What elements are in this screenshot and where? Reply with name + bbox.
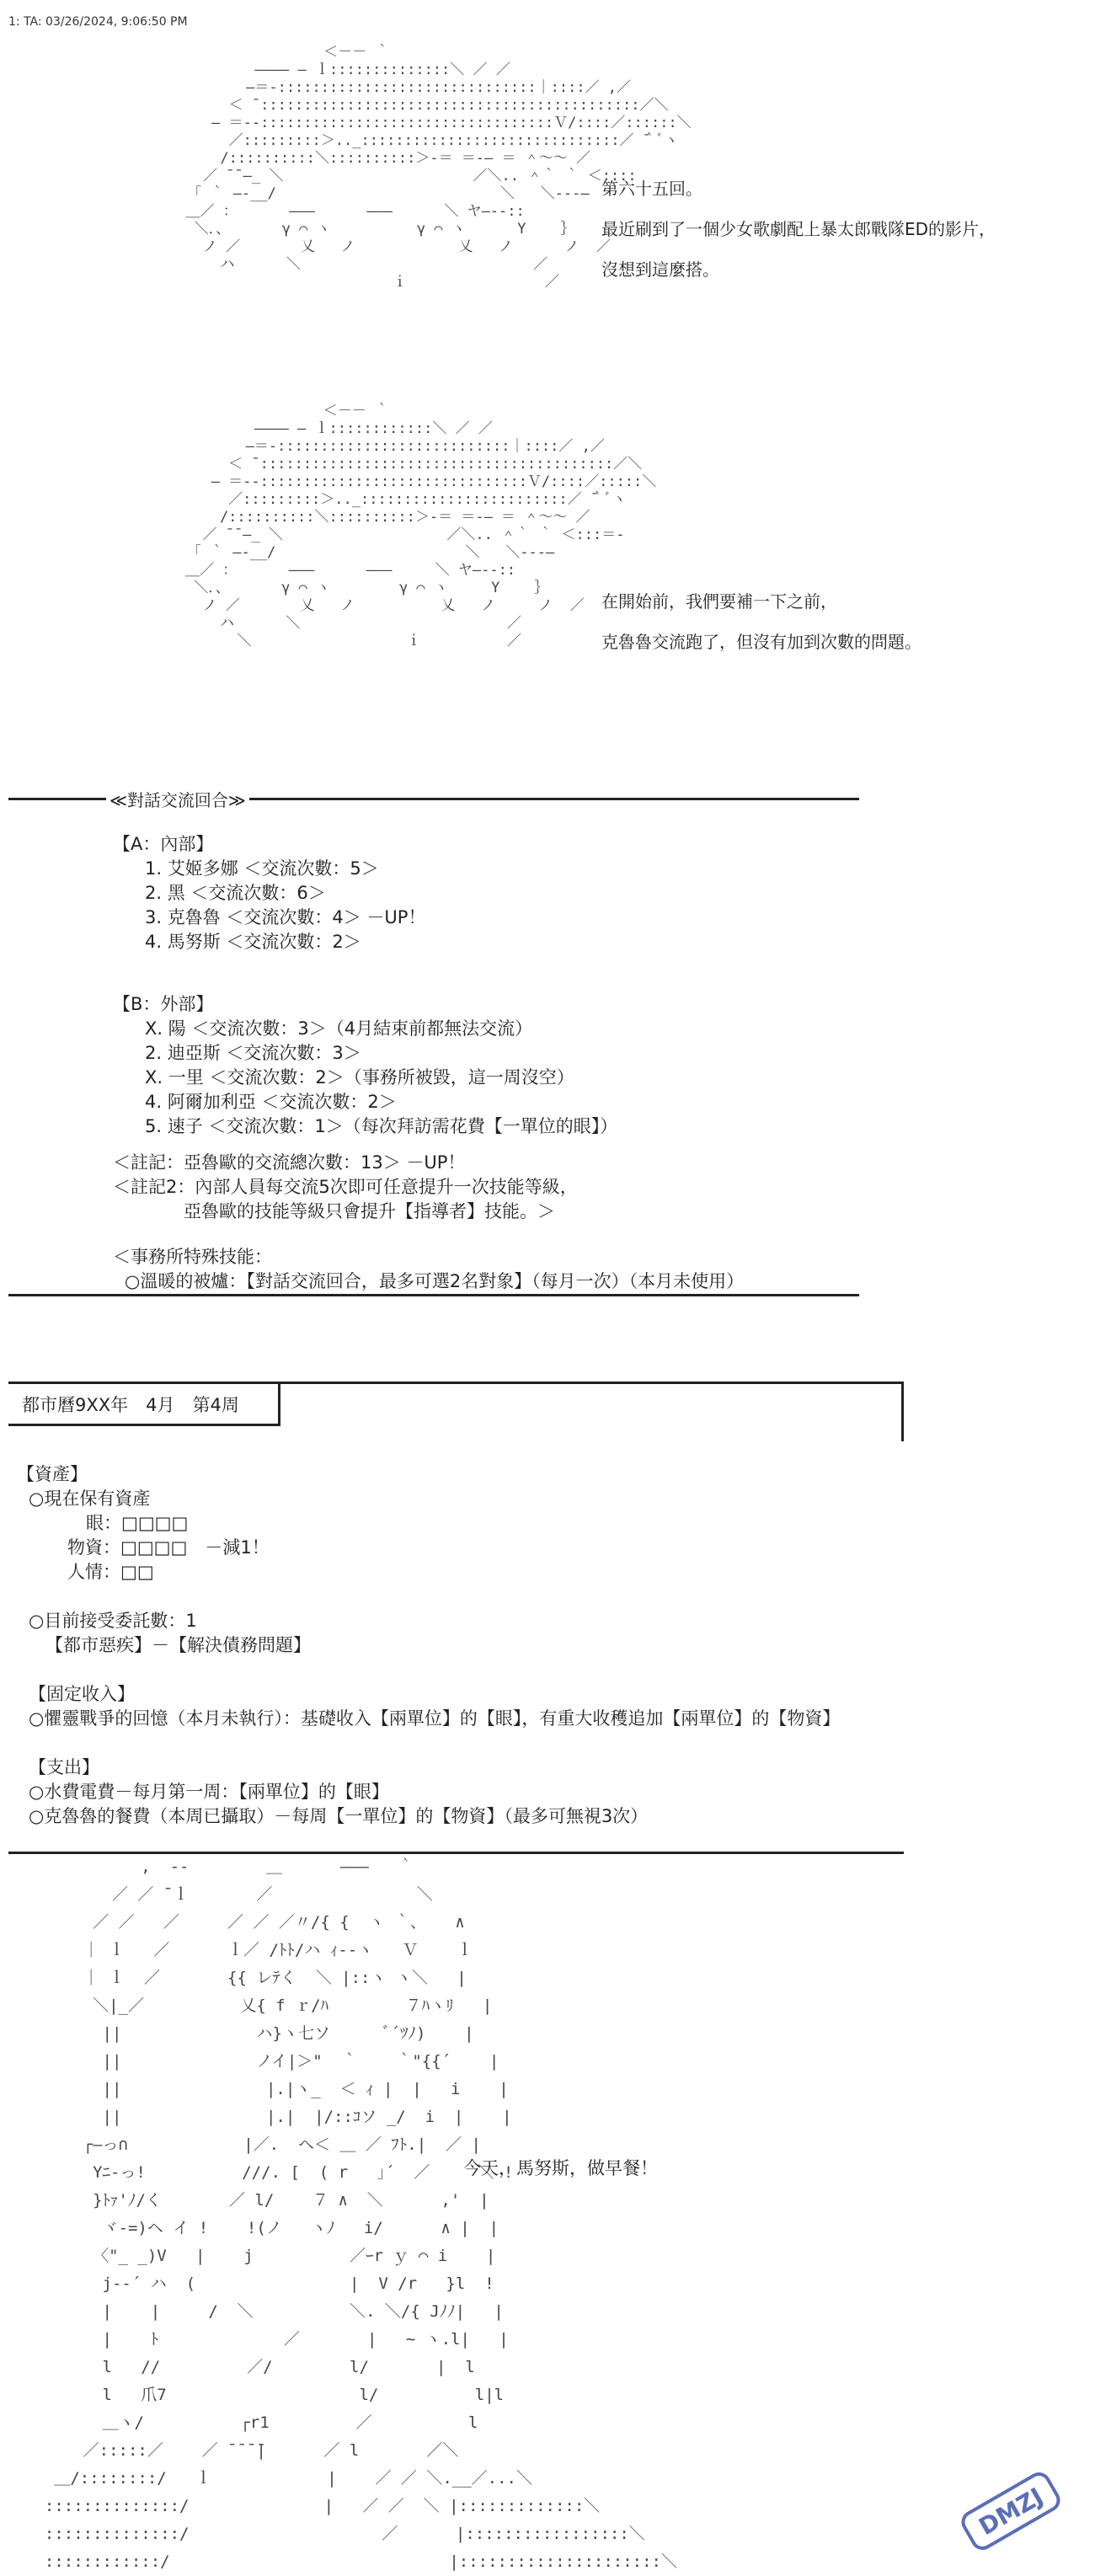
commission-item: 【都市惡疾】－【解決債務問題】 (45, 1635, 311, 1655)
note-line: 亞魯歐的技能等級只會提升【指導者】技能。＞ (113, 1201, 555, 1221)
skill-item: ○溫暖的被爐：【對話交流回合，最多可選2名對象】（每月一次）（本月未使用） (125, 1271, 745, 1291)
site-watermark-logo (956, 2466, 1066, 2555)
ascii-art-character-face-1: ＜－－ ｀ ―――― ― ｌ::::::::::::::＼ ／ ／ ―＝-::::::::::::::::::::::::::::::｜::::／ ,／ ＜ ̄ ::::::::::::::::::::::::::::::::::::::::::::／＼ ― ＝-‐::::::::::::::::::::::::::::::::::Ｖ/::::／::::::＼ ／:::::::::＞.._::::::::::::::::::::::::::::::／ ̄｀ﾞヽ /::::::::::＼::::::::::＞-＝ ＝‐― ＝ ＾～～ ／ ／ ̄ ̄ ―_ ＼ ／＼.. ＾｀ ｀ ＜:::: ｢ ｀ ―‐__/ ＼ ＼--‐― ＿／ ： ――― ――― ＼ ヤ―‐‐:: ＼．、 γ ⌒ ヽ γ ⌒ ヽ Y ｝ ノ ／ 乂 ノ 乂 ノ ノ ／ ハ ＼ ／ ｉ ／ (185, 44, 692, 291)
section-heading: 【B：外部】 (113, 994, 214, 1014)
list-item: 2. 黑 ＜交流次數：6＞ (145, 883, 326, 903)
list-item: X. 一里 ＜交流次數：2＞（事務所被毀，這一周沒空） (145, 1067, 574, 1088)
list-item: 5. 速子 ＜交流次數：1＞（每次拜訪需花費【一單位的眼】） (145, 1116, 618, 1136)
ascii-art-character-cooking: , -- ＿ ――― ｀ ／ ／ ̄ ｌ ／ ＼ ／ ／ ／ ／ ／ ／〃/{ { ヽ ｀、 ∧ ｜ ｌ ／ ｌ／ /ﾄﾄ/ハ ｨ--ヽ Ｖ ｌ ｜ ｌ ／ {{ レﾃく ＼ |::ヽ ヽ＼ | ＼|_／ 乂{ f ｒ/ﾊ ７ﾊヽﾘ | || ハ}ヽ七ソ ﾞ´ﾂﾉ) | || ノイ|＞" ｀ ｀"{{´ | || |.|ヽ_ ＜ ｨ | | i | || |.| |/::ｺソ _/ i | | ┌―っ∩ |／. ヘ＜ ＿ ／ ﾌﾄ.| ／ | Yﾆ-っ! ///. [ ( r ｣´ ／ ＼ ! }ﾄｧ'ﾉ/く ／ l/ ７ ∧ ＼ ,' | ヾ-=)ヘ イ ! !(ノ ヽﾉ i/ ∧ | | 〈"_ _)V | j ／ｰr ｙ ⌒ i | j--´ ハ ( | V /r }l ! | | / ＼ ＼. ＼/{ Jﾉﾉ| | | ﾄ ／ | ~ ヽ.l| | l // ／/ l/ | l l 爪7 l/ l|l ＿ヽ/ ┌r1 ／ l ／:::::／ ／ ̄ ̄ ̄ ̄| ／ l ／＼ ＿/::::::::/ ｌ | ／ ／ ＼.__／...＼ ::::::::::::::/ | ／ ／ ＼ |:::::::::::::＼ ::::::::::::::/ ／ |:::::::::::::::::＼ ::::::::::::/ |:::::::::::::::::::::＼ (44, 1857, 677, 2571)
asset-favor: 人情：□□ (67, 1562, 154, 1582)
narration-block-1 (601, 168, 996, 290)
list-item: 2. 迪亞斯 ＜交流次數：3＞ (145, 1043, 361, 1063)
special-skill-block (113, 1245, 744, 1294)
expense-item: ○克魯魯的餐費（本周已攝取）－每周【一單位】的【物資】（最多可無視3次） (29, 1806, 649, 1826)
fixed-income-heading: 【固定收入】 (29, 1684, 135, 1704)
section-internal (113, 832, 425, 954)
narration-block-2 (601, 581, 921, 662)
assets-heading: 【資產】 (17, 1464, 88, 1484)
section-heading: 【A：內部】 (113, 834, 214, 854)
notes-block (113, 1151, 578, 1224)
commission-count: ○目前接受委託數：1 (29, 1611, 197, 1631)
narration-line: 沒想到這麼搭。 (601, 259, 719, 280)
narration-block-3: 今天，馬努斯，做早餐！ (463, 2158, 658, 2178)
list-item: 4. 馬努斯 ＜交流次數：2＞ (145, 932, 361, 952)
narration-line: 第六十五回。 (601, 179, 702, 199)
calendar-title-box (8, 1382, 280, 1426)
list-item: X. 陽 ＜交流次數：3＞（4月結束前都無法交流） (145, 1018, 533, 1039)
expense-item: ○水費電費－每月第一周：【兩單位】的【眼】 (29, 1782, 389, 1802)
asset-eye: 眼：□□□□ (86, 1513, 189, 1533)
section-external (113, 992, 617, 1139)
ascii-art-character-face-2: ＜－－ ｀ ―――― ― ｌ::::::::::::＼ ／ ／ ―＝-:::::::::::::::::::::::::::｜::::／ ,／ ＜ ̄ :::::::::::::::::::::::::::::::::::::::::／＼ ― ＝-‐:::::::::::::::::::::::::::::::Ｖ/::::／:::::＼ ／:::::::::＞.._::::::::::::::::::::::::／ ̄｀ﾞヽ /::::::::::＼::::::::::＞-＝ ＝‐― ＝ ＾～～ ／ ／ ̄ ̄ ―_ ＼ ／＼.. ＾｀ ｀ ＜:::＝- ｢ ｀ ―‐__/ ＼ ＼--‐― ＿／ ： ――― ――― ＼ ヤ―‐‐:: ＼．、 γ ⌒ ヽ γ ⌒ ヽ Y ｝ ノ ／ 乂 ノ 乂 ノ ノ ／ ハ ＼ ／ ＼ ｉ ／ (185, 403, 657, 649)
divider-line (8, 1294, 859, 1296)
list-item: 1. 艾姬多娜 ＜交流次數：5＞ (145, 858, 379, 879)
skill-heading: ＜事務所特殊技能： (113, 1247, 272, 1267)
list-item: 3. 克魯魯 ＜交流次數：4＞ －UP！ (145, 907, 426, 927)
calendar-title: 都市曆9XX年 4月 第4周 (22, 1395, 239, 1415)
status-block (17, 1462, 840, 1829)
note-line: ＜註記2：內部人員每交流5次即可任意提升一次技能等級， (113, 1177, 578, 1197)
narration-line: 最近刷到了一個少女歌劇配上暴太郎戰隊ED的影片， (601, 219, 996, 239)
asset-goods: 物資：□□□□ －減1！ (67, 1537, 270, 1558)
post-header: 1: TA: 03/26/2024, 9:06:50 PM (8, 15, 188, 29)
narration-line: 在開始前，我們要補一下之前， (601, 591, 837, 612)
narration-line: 克魯魯交流跑了，但沒有加到次數的問題。 (601, 632, 921, 652)
expenses-heading: 【支出】 (29, 1757, 99, 1777)
assets-subheading: ○現在保有資產 (29, 1488, 151, 1509)
note-line: ＜註記：亞魯歐的交流總次數：13＞ －UP！ (113, 1152, 466, 1173)
dialogue-round-title: ≪對話交流回合≫ (106, 787, 249, 811)
list-item: 4. 阿爾加利亞 ＜交流次數：2＞ (145, 1092, 397, 1112)
watermark-text: DMZJ (974, 2482, 1048, 2541)
fixed-income-item: ○懼靈戰爭的回憶（本月未執行）：基礎收入【兩單位】的【眼】，有重大收穫追加【兩單位】的【物資】 (29, 1708, 841, 1729)
